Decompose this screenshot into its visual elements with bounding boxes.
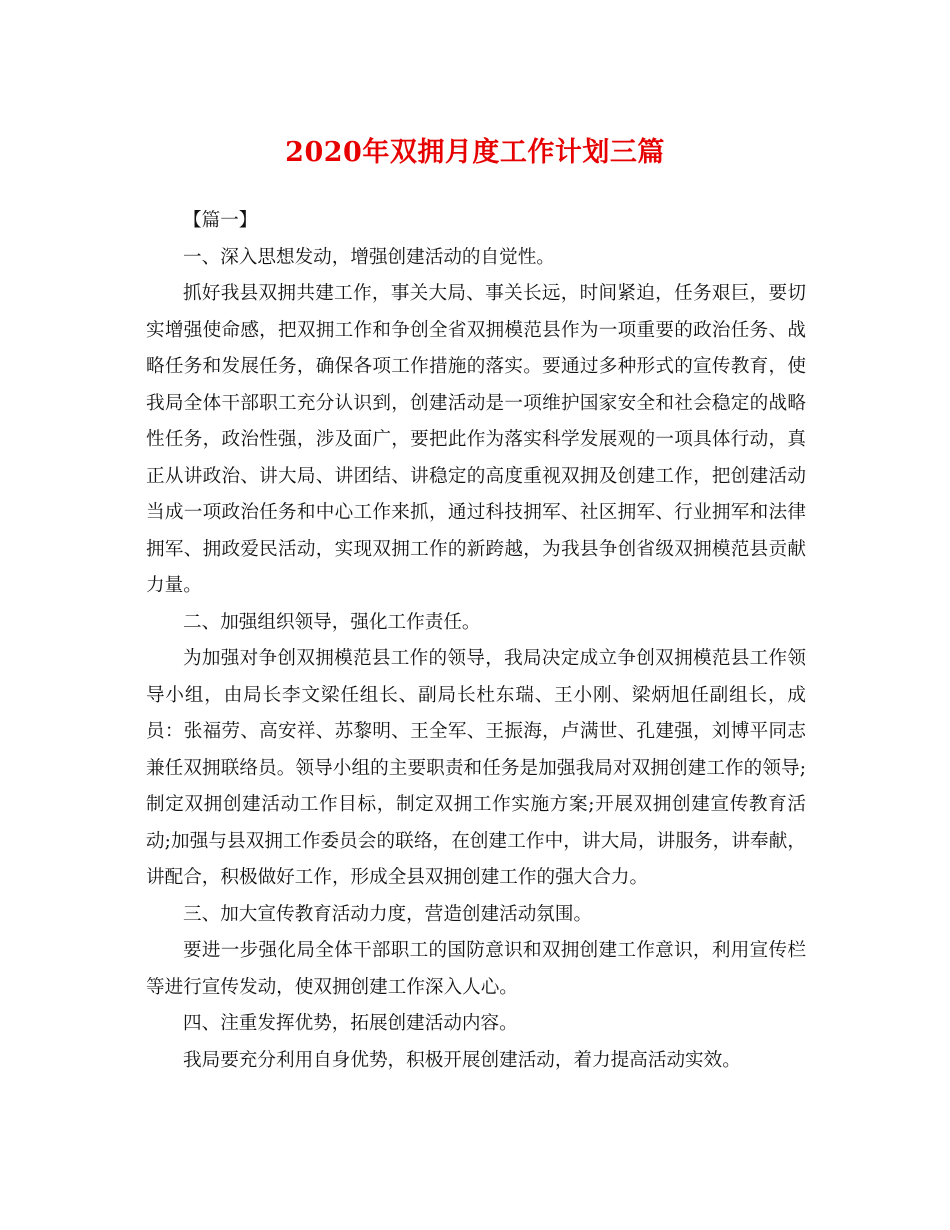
- section-label: 【篇一】: [183, 210, 258, 231]
- paragraph-1: 抓好我县双拥共建工作，事关大局、事关长远，时间紧迫，任务艰巨，要切实增强使命感，把双拥工作和争创全省双拥模范县作为一项重要的政治任务、战略任务和发展任务，确保各项工作措施的落实。要通过多种形式的宣传教育，使我局全体干部职工充分认识到，创建活动是一项维护国家安全和社会稳定的战略性任务，政治性强，涉及面广，要把此作为落实科学发展观的一项具体行动，真正从讲政治、讲大局、讲团结、讲稳定的高度重视双拥及创建工作，把创建活动当成一项政治任务和中心工作来抓，通过科技拥军、社区拥军、行业拥军和法律拥军、拥政爱民活动，实现双拥工作的新跨越，为我县争创省级双拥模范县贡献力量。: [146, 283, 806, 596]
- document-title: 2020年双拥月度工作计划三篇: [285, 137, 665, 168]
- paragraph-3: 要进一步强化局全体干部职工的国防意识和双拥创建工作意识，利用宣传栏等进行宣传发动，使双拥创建工作深入人心。: [146, 940, 806, 998]
- heading-4: 四、注重发挥优势，拓展创建活动内容。: [183, 1013, 518, 1034]
- document-body: [146, 203, 806, 1079]
- paragraph-4: 我局要充分利用自身优势，积极开展创建活动，着力提高活动实效。: [183, 1049, 741, 1071]
- paragraph-2: 为加强对争创双拥模范县工作的领导，我局决定成立争创双拥模范县工作领导小组，由局长李文梁任组长、副局长杜东瑞、王小刚、梁炳旭任副组长，成员：张福劳、高安祥、苏黎明、王全军、王振海，卢满世、孔建强，刘博平同志兼任双拥联络员。领导小组的主要职责和任务是加强我局对双拥创建工作的领导;制定双拥创建活动工作目标，制定双拥工作实施方案;开展双拥创建宣传教育活动;加强与县双拥工作委员会的联络，在创建工作中，讲大局，讲服务，讲奉献，讲配合，积极做好工作，形成全县双拥创建工作的强大合力。: [146, 648, 806, 888]
- heading-2: 二、加强组织领导，强化工作责任。: [183, 611, 481, 633]
- heading-1: 一、深入思想发动，增强创建活动的自觉性。: [183, 246, 555, 268]
- heading-3: 三、加大宣传教育活动力度，营造创建活动氛围。: [183, 903, 593, 925]
